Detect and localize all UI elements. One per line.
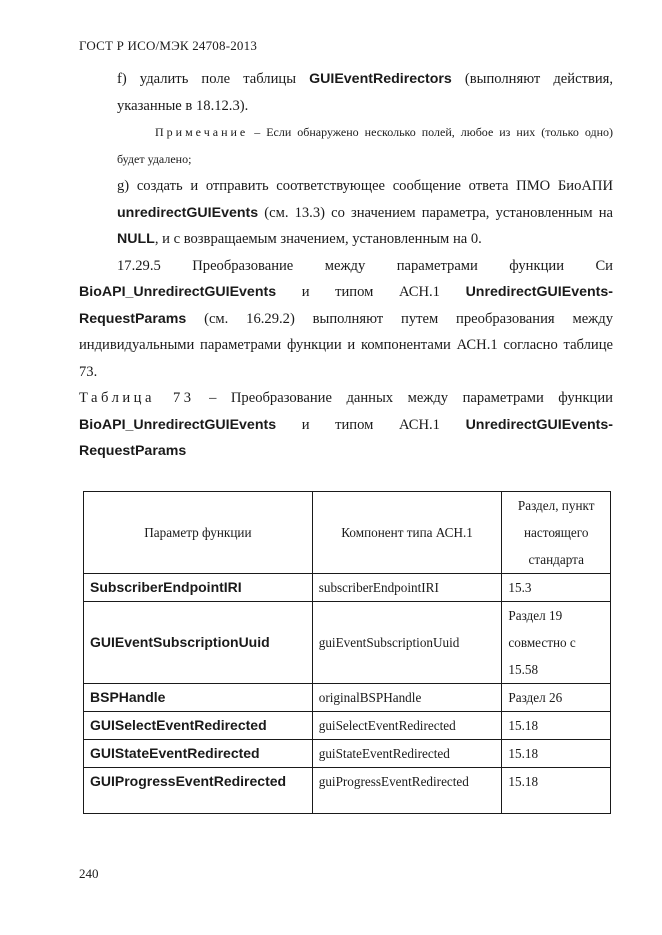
header-cell: Раздел, пункт настоящего стандарта <box>502 492 611 574</box>
component-cell: guiStateEventRedirected <box>312 740 502 768</box>
table-row <box>84 684 611 712</box>
header-cell: Параметр функции <box>84 492 313 574</box>
section-cell: 15.3 <box>502 574 611 602</box>
note-text: – Если обнаружено несколько полей, любое из них (только одно) будет удалено; <box>117 125 613 166</box>
param-cell: GUIStateEventRedirected <box>84 740 313 768</box>
section-cell: 15.18 <box>502 712 611 740</box>
body-text <box>79 66 613 465</box>
item-g: g) создать и отправить соответствующее сообщение ответа ПМО БиоАПИ unredirectGUIEvents (см. 13.3) со значением параметра, установленным на NULL, и с возвращаемым значением, установленным на 0. <box>117 178 613 247</box>
param-cell: GUISelectEventRedirected <box>84 712 313 740</box>
document-header: ГОСТ Р ИСО/МЭК 24708-2013 <box>79 38 258 53</box>
field-name: GUIEventRedirectors <box>309 71 452 87</box>
table-row <box>84 768 611 814</box>
table-caption: Таблица 73 – Преобразование данных между параметрами функции BioAPI_UnredirectGUIEvents и типом АСН.1 UnredirectGUIEvents-RequestParams <box>79 390 613 459</box>
component-cell: guiEventSubscriptionUuid <box>312 602 502 684</box>
component-cell: subscriberEndpointIRI <box>312 574 502 602</box>
section-cell: 15.18 <box>502 740 611 768</box>
param-cell: GUIEventSubscriptionUuid <box>84 602 313 684</box>
component-cell: originalBSPHandle <box>312 684 502 712</box>
table-row <box>84 602 611 684</box>
section-cell: Раздел 19 совместно с 15.58 <box>502 602 611 684</box>
paragraph-17-29-5: 17.29.5 Преобразование между параметрами функции Си BioAPI_UnredirectGUIEvents и типом АСН.1 UnredirectGUIEvents-RequestParams (см. 16.29.2) выполняют путем преобразования между индивидуальными параметрами функции и компонентами АСН.1 согласно таблице 73. <box>79 257 613 380</box>
table-row <box>84 574 611 602</box>
item-f: f) удалить поле таблицы GUIEventRedirectors (выполняют действия, указанные в 18.12.3). <box>117 71 614 114</box>
component-cell: guiSelectEventRedirected <box>312 712 502 740</box>
param-cell: SubscriberEndpointIRI <box>84 574 313 602</box>
header-cell: Компонент типа АСН.1 <box>312 492 502 574</box>
table-73 <box>83 491 611 814</box>
table-row <box>84 740 611 768</box>
note <box>79 119 613 173</box>
page-number: 240 <box>79 866 99 881</box>
section-cell: Раздел 26 <box>502 684 611 712</box>
component-cell: guiProgressEventRedirected <box>312 768 502 814</box>
param-cell: GUIProgressEventRedirected <box>84 768 313 814</box>
table-header-row <box>84 492 611 574</box>
table-label: Таблица 73 <box>79 390 195 406</box>
param-cell: BSPHandle <box>84 684 313 712</box>
section-cell: 15.18 <box>502 768 611 814</box>
note-label: Примечание <box>155 125 249 139</box>
table-row <box>84 712 611 740</box>
